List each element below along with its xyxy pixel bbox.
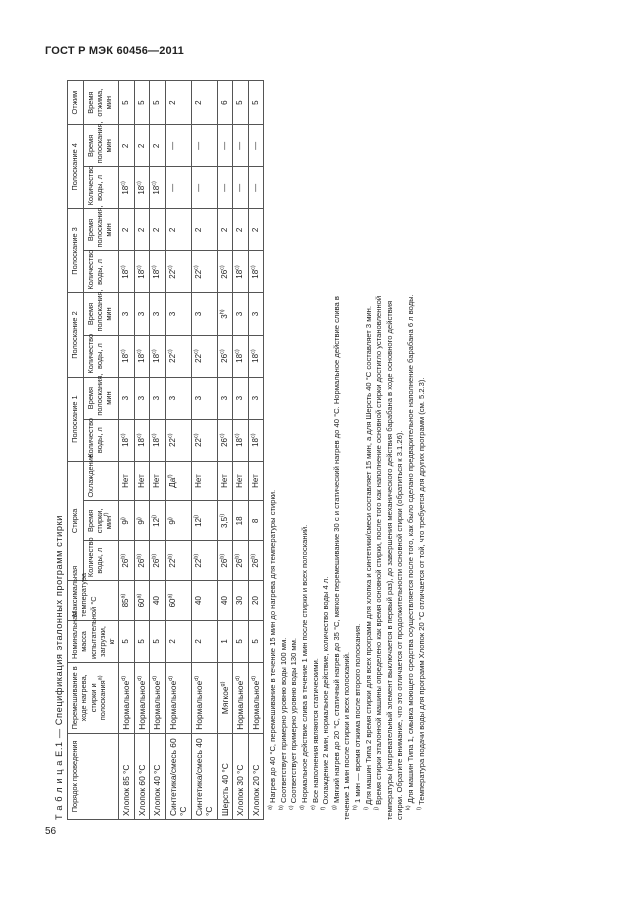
cell-r3-water: 18$^{c)}$ — [248, 251, 264, 293]
cell-r4-time: 2 — [134, 125, 150, 167]
cell-mass: 2 — [165, 620, 191, 662]
footnote: $^{b)}$ Соответствует примерно уровню воды 100 мм. — [278, 637, 288, 810]
cell-agitation: Нормальное$^{d)}$ — [191, 662, 217, 733]
cell-wash-water: 26$^{b)}$ — [150, 541, 166, 581]
cell-r4-time: — — [165, 125, 191, 167]
cell-mass: 5 — [233, 620, 249, 662]
table-row — [165, 81, 191, 820]
group-rinse4: Полоскание 4 — [68, 125, 84, 209]
table-row — [233, 81, 249, 820]
cell-r1-time: 3 — [165, 377, 191, 419]
cell-agitation: Нормальное$^{d)}$ — [233, 662, 249, 733]
cell-spin: 6 — [217, 81, 233, 125]
cell-r2-water: 18$^{c)}$ — [119, 335, 135, 377]
cell-r4-time: 2 — [150, 125, 166, 167]
col-r4-water: Количество воды, л — [83, 167, 119, 209]
cell-r1-water: 18$^{c)}$ — [233, 419, 249, 461]
cell-r3-water: 18$^{c)}$ — [233, 251, 249, 293]
cell-wash-time: 9$^{j)}$ — [134, 501, 150, 541]
document-header: ГОСТ Р МЭК 60456—2011 — [45, 45, 184, 57]
col-nominal-mass: Номинальная масса испытательной загрузки, кг — [68, 620, 119, 662]
cell-spin: 5 — [134, 81, 150, 125]
cell-r3-water: 18$^{c)}$ — [150, 251, 166, 293]
cell-r4-time: — — [191, 125, 217, 167]
cell-r3-time: 2 — [191, 209, 217, 251]
table-row — [217, 81, 233, 820]
cell-mass: 1 — [217, 620, 233, 662]
footnote: $^{l)}$ Температура подачи воды для программ Хлопок 20 °С отличается от той, что требуется для других программ (см. 5.2.3). — [416, 377, 426, 810]
cell-r1-water: 22$^{c)}$ — [165, 419, 191, 461]
cell-r4-water: 18$^{c)}$ — [134, 167, 150, 209]
cell-r1-water: 26$^{c)}$ — [217, 419, 233, 461]
footnote: $^{e)}$ Все наполнения являются статическими. — [310, 658, 320, 810]
cell-mass: 5 — [134, 620, 150, 662]
col-r2-time: Время полоскания, мин — [83, 293, 119, 335]
cell-cooling: Нет — [217, 461, 233, 501]
cell-r1-water: 18$^{c)}$ — [134, 419, 150, 461]
cell-r3-time: 2 — [233, 209, 249, 251]
cell-agitation: Нормальное$^{d)}$ — [165, 662, 191, 733]
cell-agitation: Нормальное$^{d)}$ — [150, 662, 166, 733]
rotated-content — [52, 80, 542, 820]
table-row — [150, 81, 166, 820]
cell-cooling: Нет — [233, 461, 249, 501]
cell-wash-water: 22$^{b)}$ — [191, 541, 217, 581]
cell-agitation: Мягкое$^{g)}$ — [217, 662, 233, 733]
group-rinse1: Полоскание 1 — [68, 377, 84, 461]
col-r3-time: Время полоскания, мин — [83, 209, 119, 251]
footnote: $^{j)}$ Время стирки эталонной машины определено как время основной стирки, после того как наполнение основной стирки достигло установленной — [373, 295, 384, 810]
cell-temp: 40 — [217, 581, 233, 621]
cell-spin: 2 — [165, 81, 191, 125]
table-caption: Т а б л и ц а Е.1 — Спецификация эталонных программ стирки — [54, 515, 64, 820]
cell-r2-water: 22$^{c)}$ — [165, 335, 191, 377]
cell-r2-water: 18$^{c)}$ — [150, 335, 166, 377]
footnote-continuation: течение 1 мин после стирки и всех полосканий. — [342, 652, 352, 820]
cell-r2-time: 3 — [150, 293, 166, 335]
cell-wash-time: 3,5$^{i)}$ — [217, 501, 233, 541]
cell-temp: 85$^{a)}$ — [119, 581, 135, 621]
cell-r2-water: 18$^{c)}$ — [248, 335, 264, 377]
cell-temp: 40 — [191, 581, 217, 621]
footnote: $^{c)}$ Соответствует примерно уровню воды 130 мм. — [288, 638, 299, 810]
cell-r3-time: 2 — [134, 209, 150, 251]
cell-spin: 5 — [248, 81, 264, 125]
cell-r4-time: — — [233, 125, 249, 167]
table-footnotes — [268, 80, 427, 820]
cell-spin: 5 — [119, 81, 135, 125]
cell-r4-water: — — [248, 167, 264, 209]
group-rinse2: Полоскание 2 — [68, 293, 84, 377]
cell-r2-time: 3 — [134, 293, 150, 335]
col-spin-time: Время отжима, мин — [83, 81, 119, 125]
cell-r1-time: 3 — [233, 377, 249, 419]
cell-r2-time: 3 — [119, 293, 135, 335]
cell-wash-water: 26$^{b)}$ — [233, 541, 249, 581]
cell-r4-water: — — [233, 167, 249, 209]
cell-cooling: Нет — [150, 461, 166, 501]
cell-r4-time: 2 — [119, 125, 135, 167]
cell-spin: 2 — [191, 81, 217, 125]
cell-r2-time: 3 — [248, 293, 264, 335]
footnote: $^{i)}$ Для машин Типа 2 время стирки для всех программ для хлопка и синтетики/смеси составляет 15 мин, а для Шерсть 40 °С составляет 3 мин. — [363, 306, 373, 810]
cell-r4-water: 18$^{c)}$ — [150, 167, 166, 209]
cell-mass: 5 — [248, 620, 264, 662]
cell-r3-water: 22$^{c)}$ — [191, 251, 217, 293]
cell-agitation: Нормальное$^{d)}$ — [134, 662, 150, 733]
col-r1-time: Время полоскания, мин — [83, 377, 119, 419]
cell-r3-time: 2 — [119, 209, 135, 251]
cell-r4-time: — — [248, 125, 264, 167]
cell-r4-water: — — [217, 167, 233, 209]
cell-cooling: Нет — [119, 461, 135, 501]
cell-r1-time: 3 — [248, 377, 264, 419]
cell-wash-water: 26$^{b)}$ — [134, 541, 150, 581]
col-agitation: Перемешивание в ходе нагрева, стирки и полоскания$^{а)}$ — [68, 662, 119, 733]
footnote: $^{k)}$ Для машин Типа 1, смывка моющего средства осуществляется после того, как было сделано предварительное наполнение барабана 6 л воды. — [405, 294, 415, 810]
col-wash-time: Время стирки, мин$^{f)}$ — [83, 501, 119, 541]
group-wash: Стирка — [68, 461, 84, 580]
cell-r1-time: 3 — [150, 377, 166, 419]
cell-r4-water: 18$^{c)}$ — [119, 167, 135, 209]
cell-wash-water: 22$^{b)}$ — [165, 541, 191, 581]
col-max-temp: Максимальная температура °С — [68, 581, 119, 621]
group-spin: Отжим — [68, 81, 84, 125]
cell-temp: 60$^{a)}$ — [134, 581, 150, 621]
cell-r4-water: — — [165, 167, 191, 209]
cell-r1-water: 22$^{c)}$ — [191, 419, 217, 461]
cell-spin: 5 — [150, 81, 166, 125]
cell-program: Хлопок 30 °С — [233, 733, 249, 819]
cell-r3-time: 2 — [217, 209, 233, 251]
cell-temp: 20 — [248, 581, 264, 621]
col-program: Порядок проведения — [68, 733, 119, 819]
footnote: $^{h)}$ 1 мин — время отжима после второго полоскания. — [352, 623, 362, 810]
cell-wash-time: 9$^{j)}$ — [165, 501, 191, 541]
cell-wash-water: 26$^{b)}$ — [119, 541, 135, 581]
cell-r3-water: 26$^{c)}$ — [217, 251, 233, 293]
cell-wash-time: 18 — [233, 501, 249, 541]
col-r4-time: Время полоскания, мин — [83, 125, 119, 167]
col-cooling: Охлаждение — [83, 461, 119, 501]
cell-cooling: Нет — [134, 461, 150, 501]
table-row — [191, 81, 217, 820]
col-r3-water: Количество воды, л — [83, 251, 119, 293]
cell-r2-water: 26$^{c)}$ — [217, 335, 233, 377]
cell-r3-water: 18$^{c)}$ — [134, 251, 150, 293]
cell-wash-water: 26$^{b)}$ — [217, 541, 233, 581]
col-wash-water: Количество воды, л — [83, 541, 119, 581]
cell-r2-time: 3$^{h)}$ — [217, 293, 233, 335]
cell-r1-water: 18$^{c)}$ — [248, 419, 264, 461]
cell-mass: 5 — [119, 620, 135, 662]
footnote: $^{f)}$ Охлаждение 2 мин, нормальное действие, количество воды 4 л. — [320, 576, 331, 810]
table-row — [134, 81, 150, 820]
cell-cooling: Нет — [248, 461, 264, 501]
cell-r2-time: 3 — [191, 293, 217, 335]
cell-temp: 40 — [150, 581, 166, 621]
cell-wash-time: 8 — [248, 501, 264, 541]
cell-r2-time: 3 — [233, 293, 249, 335]
table-row — [119, 81, 135, 820]
cell-r2-time: 3 — [165, 293, 191, 335]
cell-r4-time: — — [217, 125, 233, 167]
cell-mass: 2 — [191, 620, 217, 662]
cell-r3-time: 2 — [165, 209, 191, 251]
cell-agitation: Нормальное$^{d)}$ — [119, 662, 135, 733]
cell-wash-time: 12$^{j)}$ — [191, 501, 217, 541]
cell-program: Хлопок 60 °С — [134, 733, 150, 819]
spec-table — [67, 80, 264, 820]
cell-r3-time: 2 — [150, 209, 166, 251]
cell-wash-water: 26$^{b)}$ — [248, 541, 264, 581]
cell-r2-water: 18$^{c)}$ — [134, 335, 150, 377]
cell-cooling: Нет — [191, 461, 217, 501]
cell-r3-water: 22$^{c)}$ — [165, 251, 191, 293]
cell-r3-time: 2 — [248, 209, 264, 251]
col-r2-water: Количество воды, л — [83, 335, 119, 377]
cell-program: Хлопок 20 °С — [248, 733, 264, 819]
cell-program: Синтетика/смесь 40 °С — [191, 733, 217, 819]
cell-agitation: Нормальное$^{d)}$ — [248, 662, 264, 733]
cell-wash-time: 9$^{j)}$ — [119, 501, 135, 541]
cell-r4-water: — — [191, 167, 217, 209]
cell-r1-water: 18$^{c)}$ — [119, 419, 135, 461]
footnote-continuation: стирки. Обратите внимание, что это отличается от продолжительности основной стирки (обратиться к 3.1.26). — [395, 430, 405, 820]
table-row — [248, 81, 264, 820]
col-r1-water: Количество воды, л — [83, 419, 119, 461]
page-number: 56 — [45, 826, 57, 837]
cell-temp: 60$^{a)}$ — [165, 581, 191, 621]
cell-spin: 5 — [233, 81, 249, 125]
cell-wash-time: 12$^{j)}$ — [150, 501, 166, 541]
cell-r3-water: 18$^{c)}$ — [119, 251, 135, 293]
cell-program: Хлопок 85 °С — [119, 733, 135, 819]
cell-r1-time: 3 — [119, 377, 135, 419]
cell-cooling: $Да^{f)}$ — [165, 461, 191, 501]
footnote: $^{g)}$ Мягкий нагрев до 20 °С, статичный нагрев до 35 °С, мягкое перемешивание 30 с и статический нагрев до 40 °С. Нормальное действие слива в — [331, 296, 341, 810]
footnote: $^{a)}$ Нагрев до 40 °С, перемешивание в течение 15 мин до нагрева для температуры стирки. — [267, 489, 278, 810]
cell-r1-time: 3 — [191, 377, 217, 419]
cell-r1-time: 3 — [217, 377, 233, 419]
cell-r1-time: 3 — [134, 377, 150, 419]
cell-r2-water: 18$^{c)}$ — [233, 335, 249, 377]
cell-temp: 30 — [233, 581, 249, 621]
footnote-continuation: температуры (нагревательный элемент выключается в первый раз), до завершения механического действия барабана в ходе основного действия — [384, 300, 394, 820]
group-rinse3: Полоскание 3 — [68, 209, 84, 293]
cell-program: Синтетика/смесь 60 °С — [165, 733, 191, 819]
cell-mass: 5 — [150, 620, 166, 662]
cell-r1-water: 18$^{c)}$ — [150, 419, 166, 461]
cell-program: Хлопок 40 °С — [150, 733, 166, 819]
footnote: $^{d)}$ Нормальное действие слива в течение 1 мин после стирки и всех полосканий. — [299, 524, 310, 810]
cell-r2-water: 22$^{c)}$ — [191, 335, 217, 377]
cell-program: Шерсть 40 °С — [217, 733, 233, 819]
